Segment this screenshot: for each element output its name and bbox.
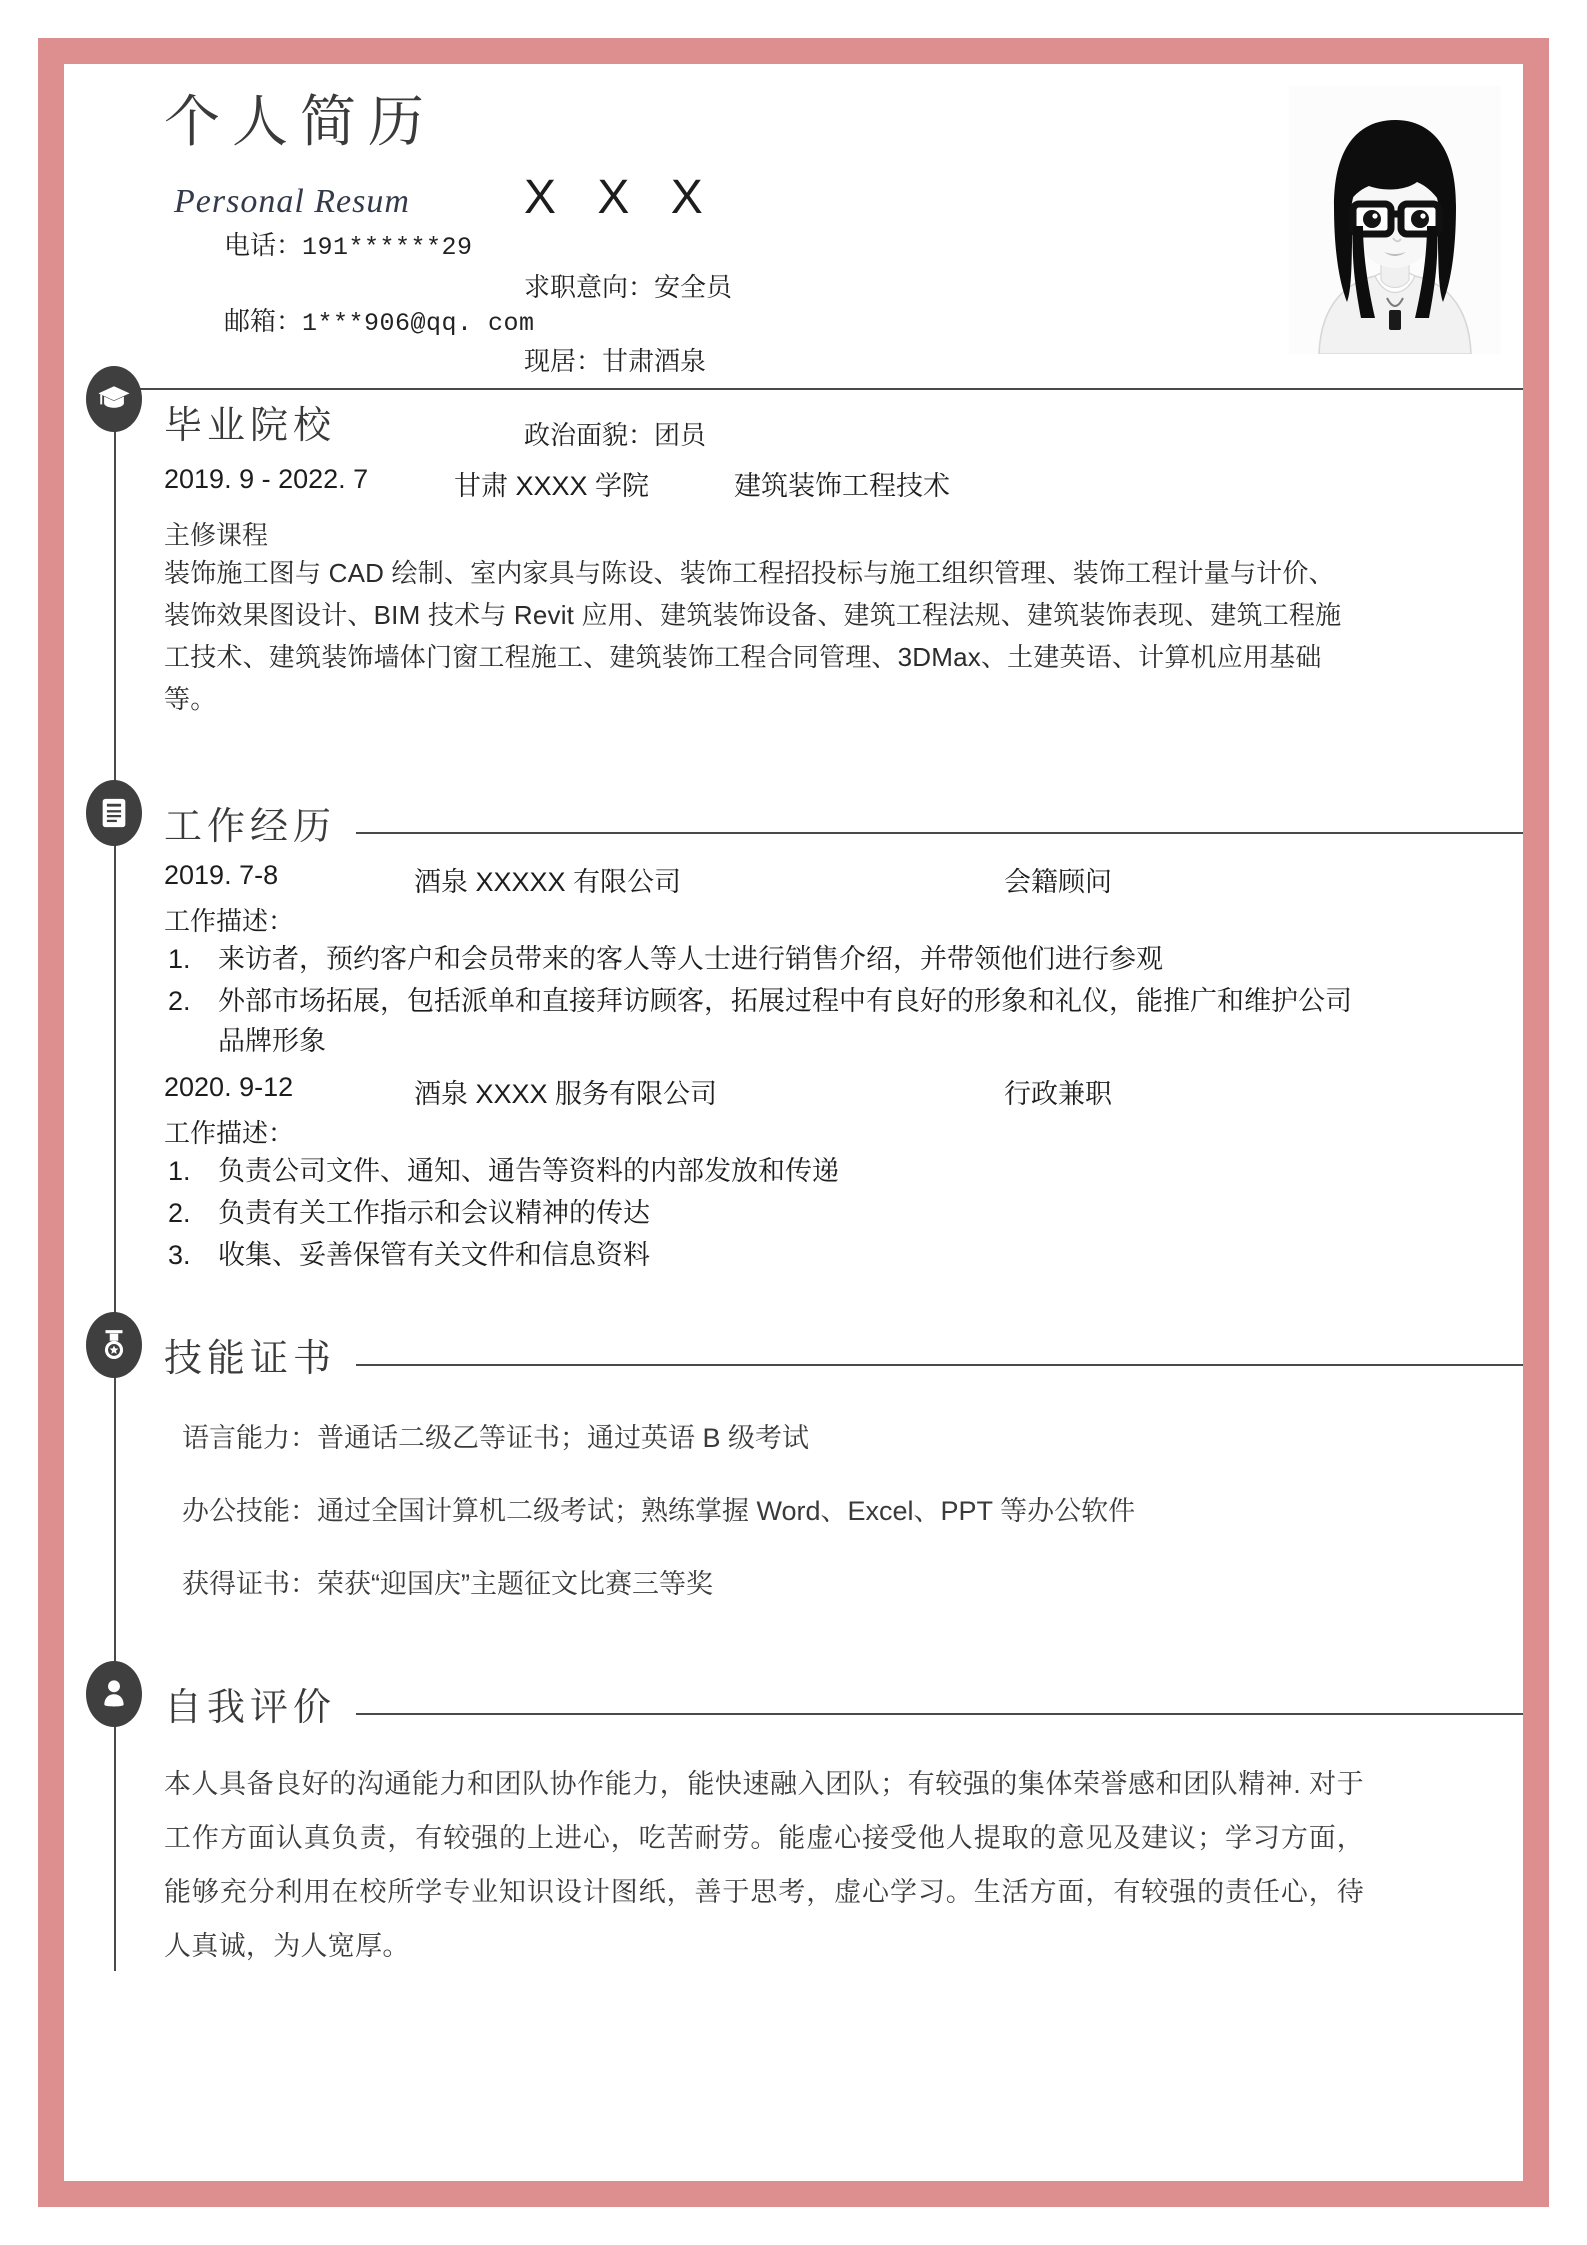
work-entry-row [164,1072,1523,1111]
list-item [164,940,1364,980]
bullet-number: 2. [168,1198,191,1229]
section-work [64,778,1523,1276]
work-dates: 2019. 7-8 [164,860,279,891]
contact-left-column [224,232,535,336]
residence-label: 现居： [524,346,603,376]
page-title: 个人简历 [164,92,436,154]
bullet-number: 2. [168,986,191,1017]
work-role: 会籍顾问 [1004,867,1112,898]
document-clipboard-icon [86,780,142,846]
section-skills [64,1310,1523,1601]
self-evaluation-title: 自我评价 [164,1676,356,1731]
work-company: 酒泉 XXXXX 有限公司 [414,867,682,898]
work-bullet-list [164,1152,1523,1276]
work-entry-row [164,860,1523,899]
skill-language: 语言能力：普通话二级乙等证书；通过英语 B 级考试 [182,1423,810,1454]
section-education [64,364,1523,720]
list-item [164,982,1364,1062]
courses-label: 主修课程 [164,520,269,550]
self-evaluation-header [164,1659,1523,1731]
medal-icon [86,1312,142,1378]
resume-sheet [64,64,1523,2181]
skills-rule [356,1364,1523,1366]
education-major: 建筑装饰工程技术 [734,471,950,501]
graduation-cap-icon [86,366,142,432]
bullet-text: 来访者，预约客户和会员带来的客人等人士进行销售介绍，并带领他们进行参观 [218,944,1163,975]
job-objective-field [524,274,732,300]
phone-value: 191******29 [302,233,473,262]
work-role: 行政兼职 [1004,1079,1112,1110]
email-value: 1***906@qq. com [302,309,535,338]
self-evaluation-text: 本人具备良好的沟通能力和团队协作能力，能快速融入团队；有较强的集体荣誉感和团队精神. 对于工作方面认真负责，有较强的上进心，吃苦耐劳。能虚心接受他人提取的意见及建议；学习方面，能够充分利用在校所学专业知识设计图纸，善于思考，虚心学习。生活方面，有较强的责任心，待人真诚，为人宽厚。 [164,1769,1364,1962]
title-block [164,90,524,221]
list-item [164,1152,1364,1192]
political-status-label: 政治面貌： [524,420,655,450]
bullet-text: 负责公司文件、通知、通告等资料的内部发放和传递 [218,1156,839,1187]
person-badge-icon [86,1661,142,1727]
spacer [64,1601,1523,1659]
job-objective-label: 求职意向： [524,272,655,302]
email-label: 邮箱： [224,306,303,336]
list-item [164,1194,1364,1234]
work-header [164,778,1523,850]
work-rule [356,832,1523,834]
phone-label: 电话： [224,230,303,260]
skill-certificate: 获得证书：荣获“迎国庆”主题征文比赛三等奖 [182,1569,713,1600]
applicant-name: X X X [524,171,717,224]
phone-field [224,232,535,260]
list-item [164,1236,1364,1276]
bullet-text: 负责有关工作指示和会议精神的传达 [218,1198,650,1229]
skills-title: 技能证书 [164,1327,356,1382]
bullet-text: 收集、妥善保管有关文件和信息资料 [218,1240,650,1271]
bullet-text: 外部市场拓展，包括派单和直接拜访顾客，拓展过程中有良好的形象和礼仪，能推广和维护公司品牌形象 [218,986,1352,1057]
education-school: 甘肃 XXXX 学院 [454,471,650,501]
email-field [224,308,535,336]
section-self-evaluation [64,1659,1523,1973]
self-evaluation-rule [356,1713,1523,1715]
job-objective-value: 安全员 [654,272,733,302]
bullet-number: 3. [168,1240,191,1271]
education-dates: 2019. 9 - 2022. 7 [164,464,369,494]
spacer [64,1276,1523,1310]
political-status-value: 团员 [654,420,707,450]
spacer [64,720,1523,778]
avatar [1289,86,1501,354]
skills-header [164,1310,1523,1382]
residence-value: 甘肃酒泉 [602,346,707,376]
work-dates: 2020. 9-12 [164,1072,294,1103]
education-title: 毕业院校 [164,394,356,449]
courses-text: 装饰施工图与 CAD 绘制、室内家具与陈设、装饰工程招投标与施工组织管理、装饰工程计量与计价、装饰效果图设计、BIM 技术与 Revit 应用、建筑装饰设备、建筑工程法规、建筑装饰表现、建筑工程施工技术、建筑装饰墙体门窗工程施工、建筑装饰工程合同管理、3DMax、土建英语、计算机应用基础等。 [164,558,1342,715]
work-desc-label: 工作描述： [164,1118,295,1149]
education-header [164,364,1523,460]
education-entry-row [164,464,1523,503]
work-bullet-list [164,940,1523,1062]
skill-office: 办公技能：通过全国计算机二级考试；熟练掌握 Word、Excel、PPT 等办公软件 [182,1496,1136,1527]
education-rule [132,388,1523,390]
bullet-number: 1. [168,944,191,975]
bullet-number: 1. [168,1156,191,1187]
page-subtitle: Personal Resum [174,183,410,221]
work-company: 酒泉 XXXX 服务有限公司 [414,1079,718,1110]
work-desc-label: 工作描述： [164,906,295,937]
work-title: 工作经历 [164,795,356,850]
